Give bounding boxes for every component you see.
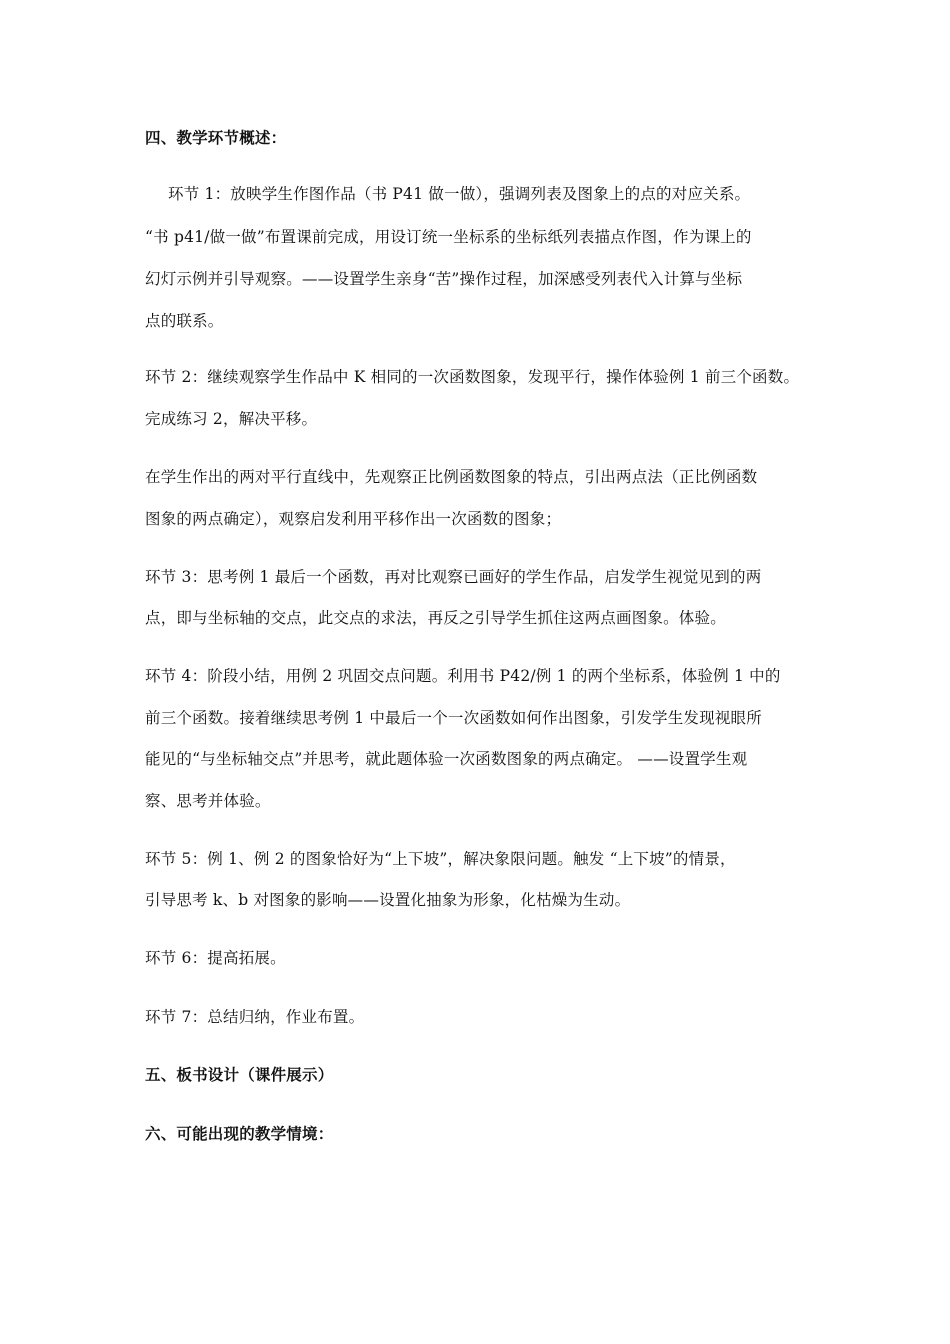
step4-line-2: 前三个函数。接着继续思考例 1 中最后一个一次函数如何作出图象，引发学生发现视眼所 xyxy=(145,709,762,727)
step4-line-1: 环节 4：阶段小结，用例 2 巩固交点问题。利用书 P42/例 1 的两个坐标系，体验例 1 中的 xyxy=(145,667,781,685)
step4-line-4: 察、思考并体验。 xyxy=(145,792,271,810)
step1-line-1: 环节 1：放映学生作图作品（书 P41 做一做），强调列表及图象上的点的对应关系。 xyxy=(168,185,751,203)
section-heading-board-design: 五、板书设计（课件展示） xyxy=(145,1065,334,1084)
step5-line-1: 环节 5：例 1、例 2 的图象恰好为“上下坡”，解决象限问题。触发 “上下坡”的情景， xyxy=(145,850,736,868)
step2-line-2: 完成练习 2，解决平移。 xyxy=(145,410,318,428)
step2-line-1: 环节 2：继续观察学生作品中 K 相同的一次函数图象，发现平行，操作体验例 1 前三个函数。 xyxy=(145,368,800,386)
step3-line-2: 点，即与坐标轴的交点，此交点的求法，再反之引导学生抓住这两点画图象。体验。 xyxy=(145,609,726,627)
step4-line-3: 能见的“与坐标轴交点”并思考，就此题体验一次函数图象的两点确定。 ——设置学生观 xyxy=(145,750,748,768)
step7-line: 环节 7：总结归纳，作业布置。 xyxy=(145,1008,365,1026)
section-heading-teaching-scenarios: 六、可能出现的教学情境： xyxy=(145,1124,334,1143)
step1-line-2: “书 p41/做一做”布置课前完成，用设订统一坐标系的坐标纸列表描点作图，作为课上的 xyxy=(145,228,752,246)
step2b-line-1: 在学生作出的两对平行直线中，先观察正比例函数图象的特点，引出两点法（正比例函数 xyxy=(145,468,758,486)
step3-line-1: 环节 3：思考例 1 最后一个函数，再对比观察已画好的学生作品，启发学生视觉见到的两 xyxy=(145,568,762,586)
step1-line-3: 幻灯示例并引导观察。——设置学生亲身“苦”操作过程，加深感受列表代入计算与坐标 xyxy=(145,270,743,288)
step1-line-4: 点的联系。 xyxy=(145,312,224,330)
step6-line: 环节 6：提高拓展。 xyxy=(145,949,286,967)
section-heading-teaching-steps: 四、教学环节概述： xyxy=(145,128,287,147)
step5-line-2: 引导思考 k、b 对图象的影响——设置化抽象为形象，化枯燥为生动。 xyxy=(145,891,631,909)
step2b-line-2: 图象的两点确定），观察启发利用平移作出一次函数的图象； xyxy=(145,510,562,528)
